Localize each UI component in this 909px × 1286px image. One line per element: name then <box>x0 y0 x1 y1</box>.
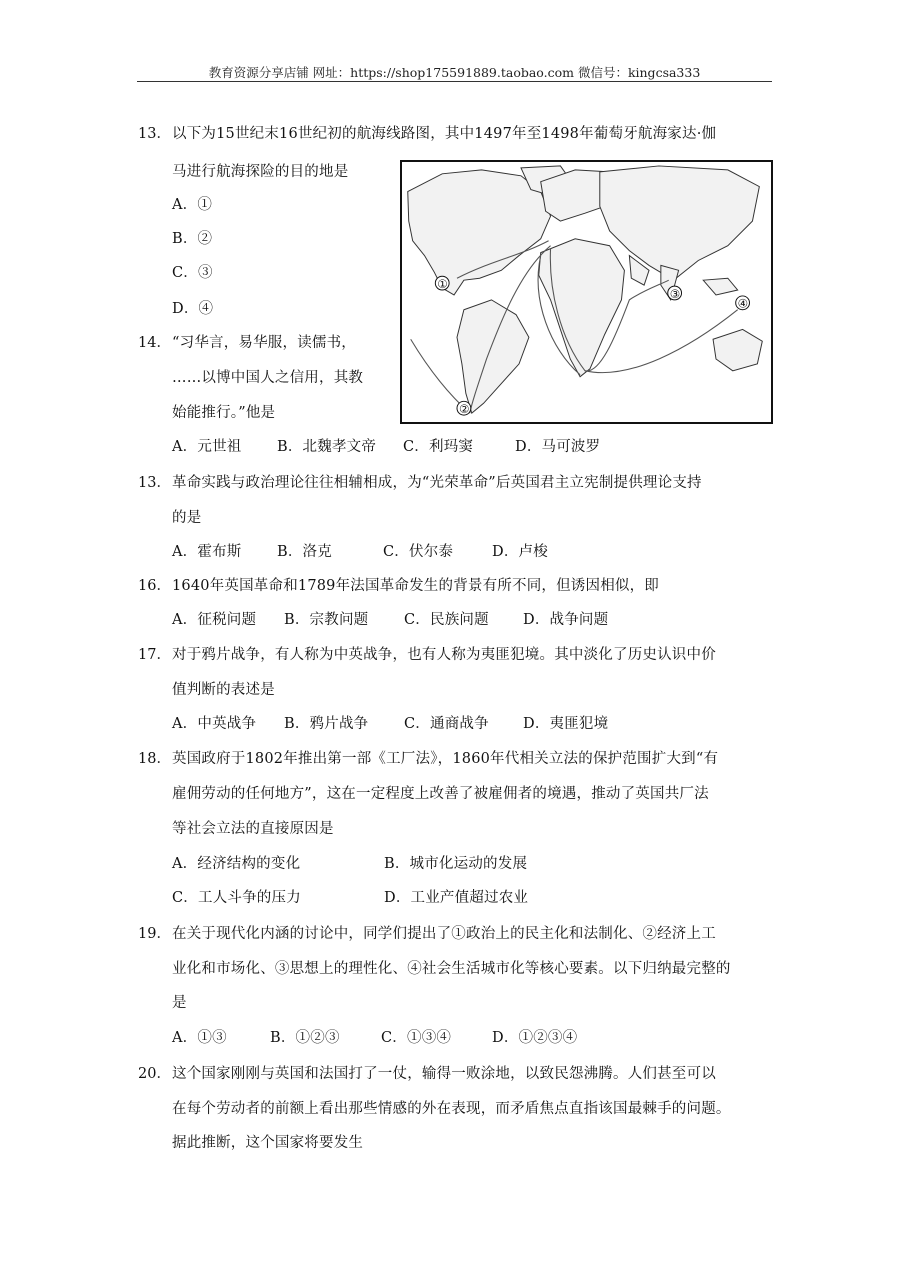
option-d: D．④ <box>172 301 214 317</box>
question-text: 马进行航海探险的目的地是 <box>172 164 349 180</box>
option-d: D．①②③④ <box>492 1030 578 1046</box>
question-text: 对于鸦片战争，有人称为中英战争，也有人称为夷匪犯境。其中淡化了历史认识中价 <box>172 647 716 663</box>
voyage-route-map <box>400 160 773 424</box>
option-b: B．北魏孝文帝 <box>277 439 377 455</box>
option-c: C．①③④ <box>381 1030 452 1046</box>
option-a: A．元世祖 <box>172 439 242 455</box>
question-number: 13． <box>138 475 171 491</box>
question-text: 革命实践与政治理论往往相辅相成，为“光荣革命”后英国君主立宪制提供理论支持 <box>172 475 702 491</box>
option-d: D．战争问题 <box>523 612 609 628</box>
question-text: 英国政府于1802年推出第一部《工厂法》，1860年代相关立法的保护范围扩大到“有 <box>172 751 719 767</box>
question-number: 19． <box>138 926 171 942</box>
option-a: A．经济结构的变化 <box>172 856 301 872</box>
option-d: D．夷匪犯境 <box>523 716 609 732</box>
question-text: 业化和市场化、③思想上的理性化、④社会生活城市化等核心要素。以下归纳最完整的 <box>172 961 731 977</box>
option-a: A．① <box>172 197 213 213</box>
question-number: 18． <box>138 751 171 767</box>
option-a: A．①③ <box>172 1030 227 1046</box>
option-b: B．洛克 <box>277 544 332 560</box>
option-b: B．①②③ <box>270 1030 340 1046</box>
page-header: 教育资源分享店铺 网址：https://shop175591889.taobao.com 微信号：kingcsa333 <box>208 65 701 80</box>
option-b: B．城市化运动的发展 <box>384 856 528 872</box>
option-a: A．霍布斯 <box>172 544 242 560</box>
question-text: 是 <box>172 995 187 1011</box>
question-text: 的是 <box>172 510 202 526</box>
option-b: B．鸦片战争 <box>284 716 369 732</box>
world-map-illustration <box>402 162 771 422</box>
option-d: D．卢梭 <box>492 544 548 560</box>
question-text: “习华言，易华服，读儒书， <box>172 335 357 351</box>
option-b: B．宗教问题 <box>284 612 369 628</box>
header-rule <box>137 81 772 82</box>
option-c: C．通商战争 <box>404 716 489 732</box>
question-text: 据此推断，这个国家将要发生 <box>172 1135 364 1151</box>
question-number: 14． <box>138 335 171 351</box>
option-c: C．③ <box>172 265 213 281</box>
question-text: 雇佣劳动的任何地方”，这在一定程度上改善了被雇佣者的境遇，推动了英国共厂法 <box>172 786 709 802</box>
question-text: 这个国家刚刚与英国和法国打了一仗，输得一败涂地，以致民怨沸腾。人们甚至可以 <box>172 1066 716 1082</box>
option-a: A．征税问题 <box>172 612 257 628</box>
marker-2: ② <box>458 402 470 417</box>
question-text: 在每个劳动者的前额上看出那些情感的外在表现，而矛盾焦点直指该国最棘手的问题。 <box>172 1101 731 1117</box>
question-text: 始能推行。”他是 <box>172 405 276 421</box>
question-text: 等社会立法的直接原因是 <box>172 821 334 837</box>
option-d: D．工业产值超过农业 <box>384 890 529 906</box>
question-text: 在关于现代化内涵的讨论中，同学们提出了①政治上的民主化和法制化、②经济上工 <box>172 926 716 942</box>
question-number: 13． <box>138 126 171 142</box>
question-number: 16． <box>138 578 171 594</box>
question-text: ……以博中国人之信用，其教 <box>172 370 364 386</box>
question-text: 1640年英国革命和1789年法国革命发生的背景有所不同，但诱因相似，即 <box>172 578 660 594</box>
option-b: B．② <box>172 231 213 247</box>
option-a: A．中英战争 <box>172 716 257 732</box>
question-number: 20． <box>138 1066 171 1082</box>
marker-4: ④ <box>737 296 749 311</box>
marker-1: ① <box>437 277 448 292</box>
question-text: 值判断的表述是 <box>172 682 275 698</box>
option-c: C．工人斗争的压力 <box>172 890 301 906</box>
marker-3: ③ <box>669 286 681 301</box>
question-text: 以下为15世纪末16世纪初的航海线路图，其中1497年至1498年葡萄牙航海家达·伽 <box>172 126 717 142</box>
question-number: 17． <box>138 647 171 663</box>
option-c: C．民族问题 <box>404 612 489 628</box>
option-d: D．马可波罗 <box>515 439 601 455</box>
option-c: C．利玛窦 <box>403 439 474 455</box>
option-c: C．伏尔泰 <box>383 544 454 560</box>
